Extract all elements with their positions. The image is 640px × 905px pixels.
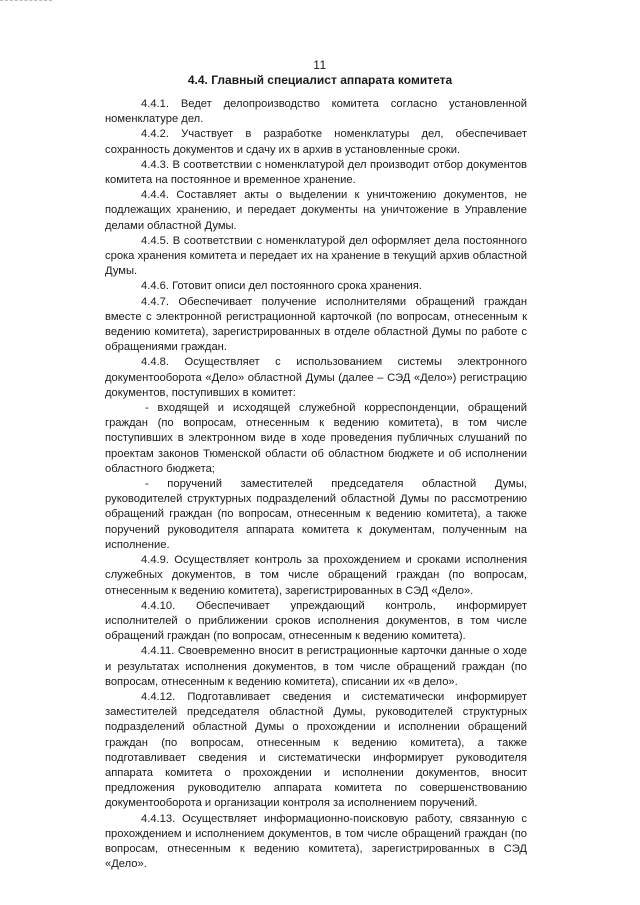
paragraph-4-4-11: 4.4.11. Своевременно вносит в регистрационные карточки данные о ходе и результатах исполнения документов, в том числе обращений граждан (по вопросам, отнесенным к ведению комитета), списании их «в дело». [105, 645, 527, 688]
paragraph-4-4-1: 4.4.1. Ведет делопроизводство комитета согласно установленной номенклатуре дел. [105, 98, 527, 126]
paragraph-4-4-10: 4.4.10. Обеспечивает упреждающий контроль, информирует исполнителей о приближении сроков исполнения документов, в том числе обращений граждан (по вопросам, отнесенным к ведению комитета). [105, 599, 527, 643]
scan-edge-mark [0, 0, 52, 4]
paragraph-4-4-8-item-2: - поручений заместителей председателя областной Думы, руководителей структурных подразделений областной Думы по рассмотрению обращений граждан (по вопросам, отнесенным к ведению комитета), а также поручений руководителя аппарата комитета к документам, полученным на исполнение. [105, 478, 527, 551]
paragraph-4-4-7: 4.4.7. Обеспечивает получение исполнителями обращений граждан вместе с электронной регистрационной карточкой (по вопросам, отнесенным к ведению комитета), зарегистрированных в отделе областной Думы по работе с обращениями граждан. [105, 295, 527, 354]
paragraph-4-4-8: 4.4.8. Осуществляет с использованием системы электронного документооборота «Дело» областной Думы (далее – СЭД «Дело») регистрацию документов, поступивших в комитет: [105, 356, 527, 399]
paragraph-4-4-13: 4.4.13. Осуществляет информационно-поисковую работу, связанную с прохождением и исполнением документов, в том числе обращений граждан (по вопросам, отнесенным к ведению комитета), зарегистрированных в СЭД «Дело». [105, 812, 527, 871]
paragraph-4-4-8-item-1: - входящей и исходящей служебной корреспонденции, обращений граждан (по вопросам, отнесенным к ведению комитета), в том числе поступивших в электронном виде в ходе проведения публичных слушаний по проектам законов Тюменской области об областном бюджете и об исполнении областного бюджета; [105, 402, 527, 475]
paragraph-4-4-6: 4.4.6. Готовит описи дел постоянного срока хранения. [141, 280, 422, 293]
paragraph-4-4-5: 4.4.5. В соответствии с номенклатурой дел оформляет дела постоянного срока хранения комитета и передает их на хранение в текущий архив областной Думы. [105, 234, 527, 278]
paragraph-4-4-4: 4.4.4. Составляет акты о выделении к уничтожению документов, не подлежащих хранению, и передает документы на уничтожение в Управление делами областной Думы. [105, 189, 527, 232]
paragraph-4-4-2: 4.4.2. Участвует в разработке номенклатуры дел, обеспечивает сохранность документов и сдачу их в архив в установленные сроки. [105, 128, 527, 156]
paragraph-4-4-12: 4.4.12. Подготавливает сведения и систематически информирует заместителей председателя областной Думы, руководителей структурных подразделений областной Думы о прохождении и исполнении обращений граждан (по вопросам, отнесенным к ведению комитета), а также подготавливает сведения и систематически информирует руководителя аппарата комитета о прохождении и исполнении документов, вносит предложения руководителю аппарата комитета по совершенствованию документооборота и организации контроля за исполнением поручений. [105, 690, 527, 810]
paragraph-4-4-9: 4.4.9. Осуществляет контроль за прохождением и сроками исполнения служебных документов, в том числе обращений граждан (по вопросам, отнесенным к ведению комитета), зарегистрированных в СЭД «Дело». [105, 554, 527, 597]
page-number: 11 [313, 58, 327, 72]
section-title: 4.4. Главный специалист аппарата комитета [187, 73, 453, 87]
document-body [105, 97, 527, 872]
paragraph-4-4-3: 4.4.3. В соответствии с номенклатурой дел производит отбор документов комитета на постоянное и временное хранение. [105, 158, 527, 187]
